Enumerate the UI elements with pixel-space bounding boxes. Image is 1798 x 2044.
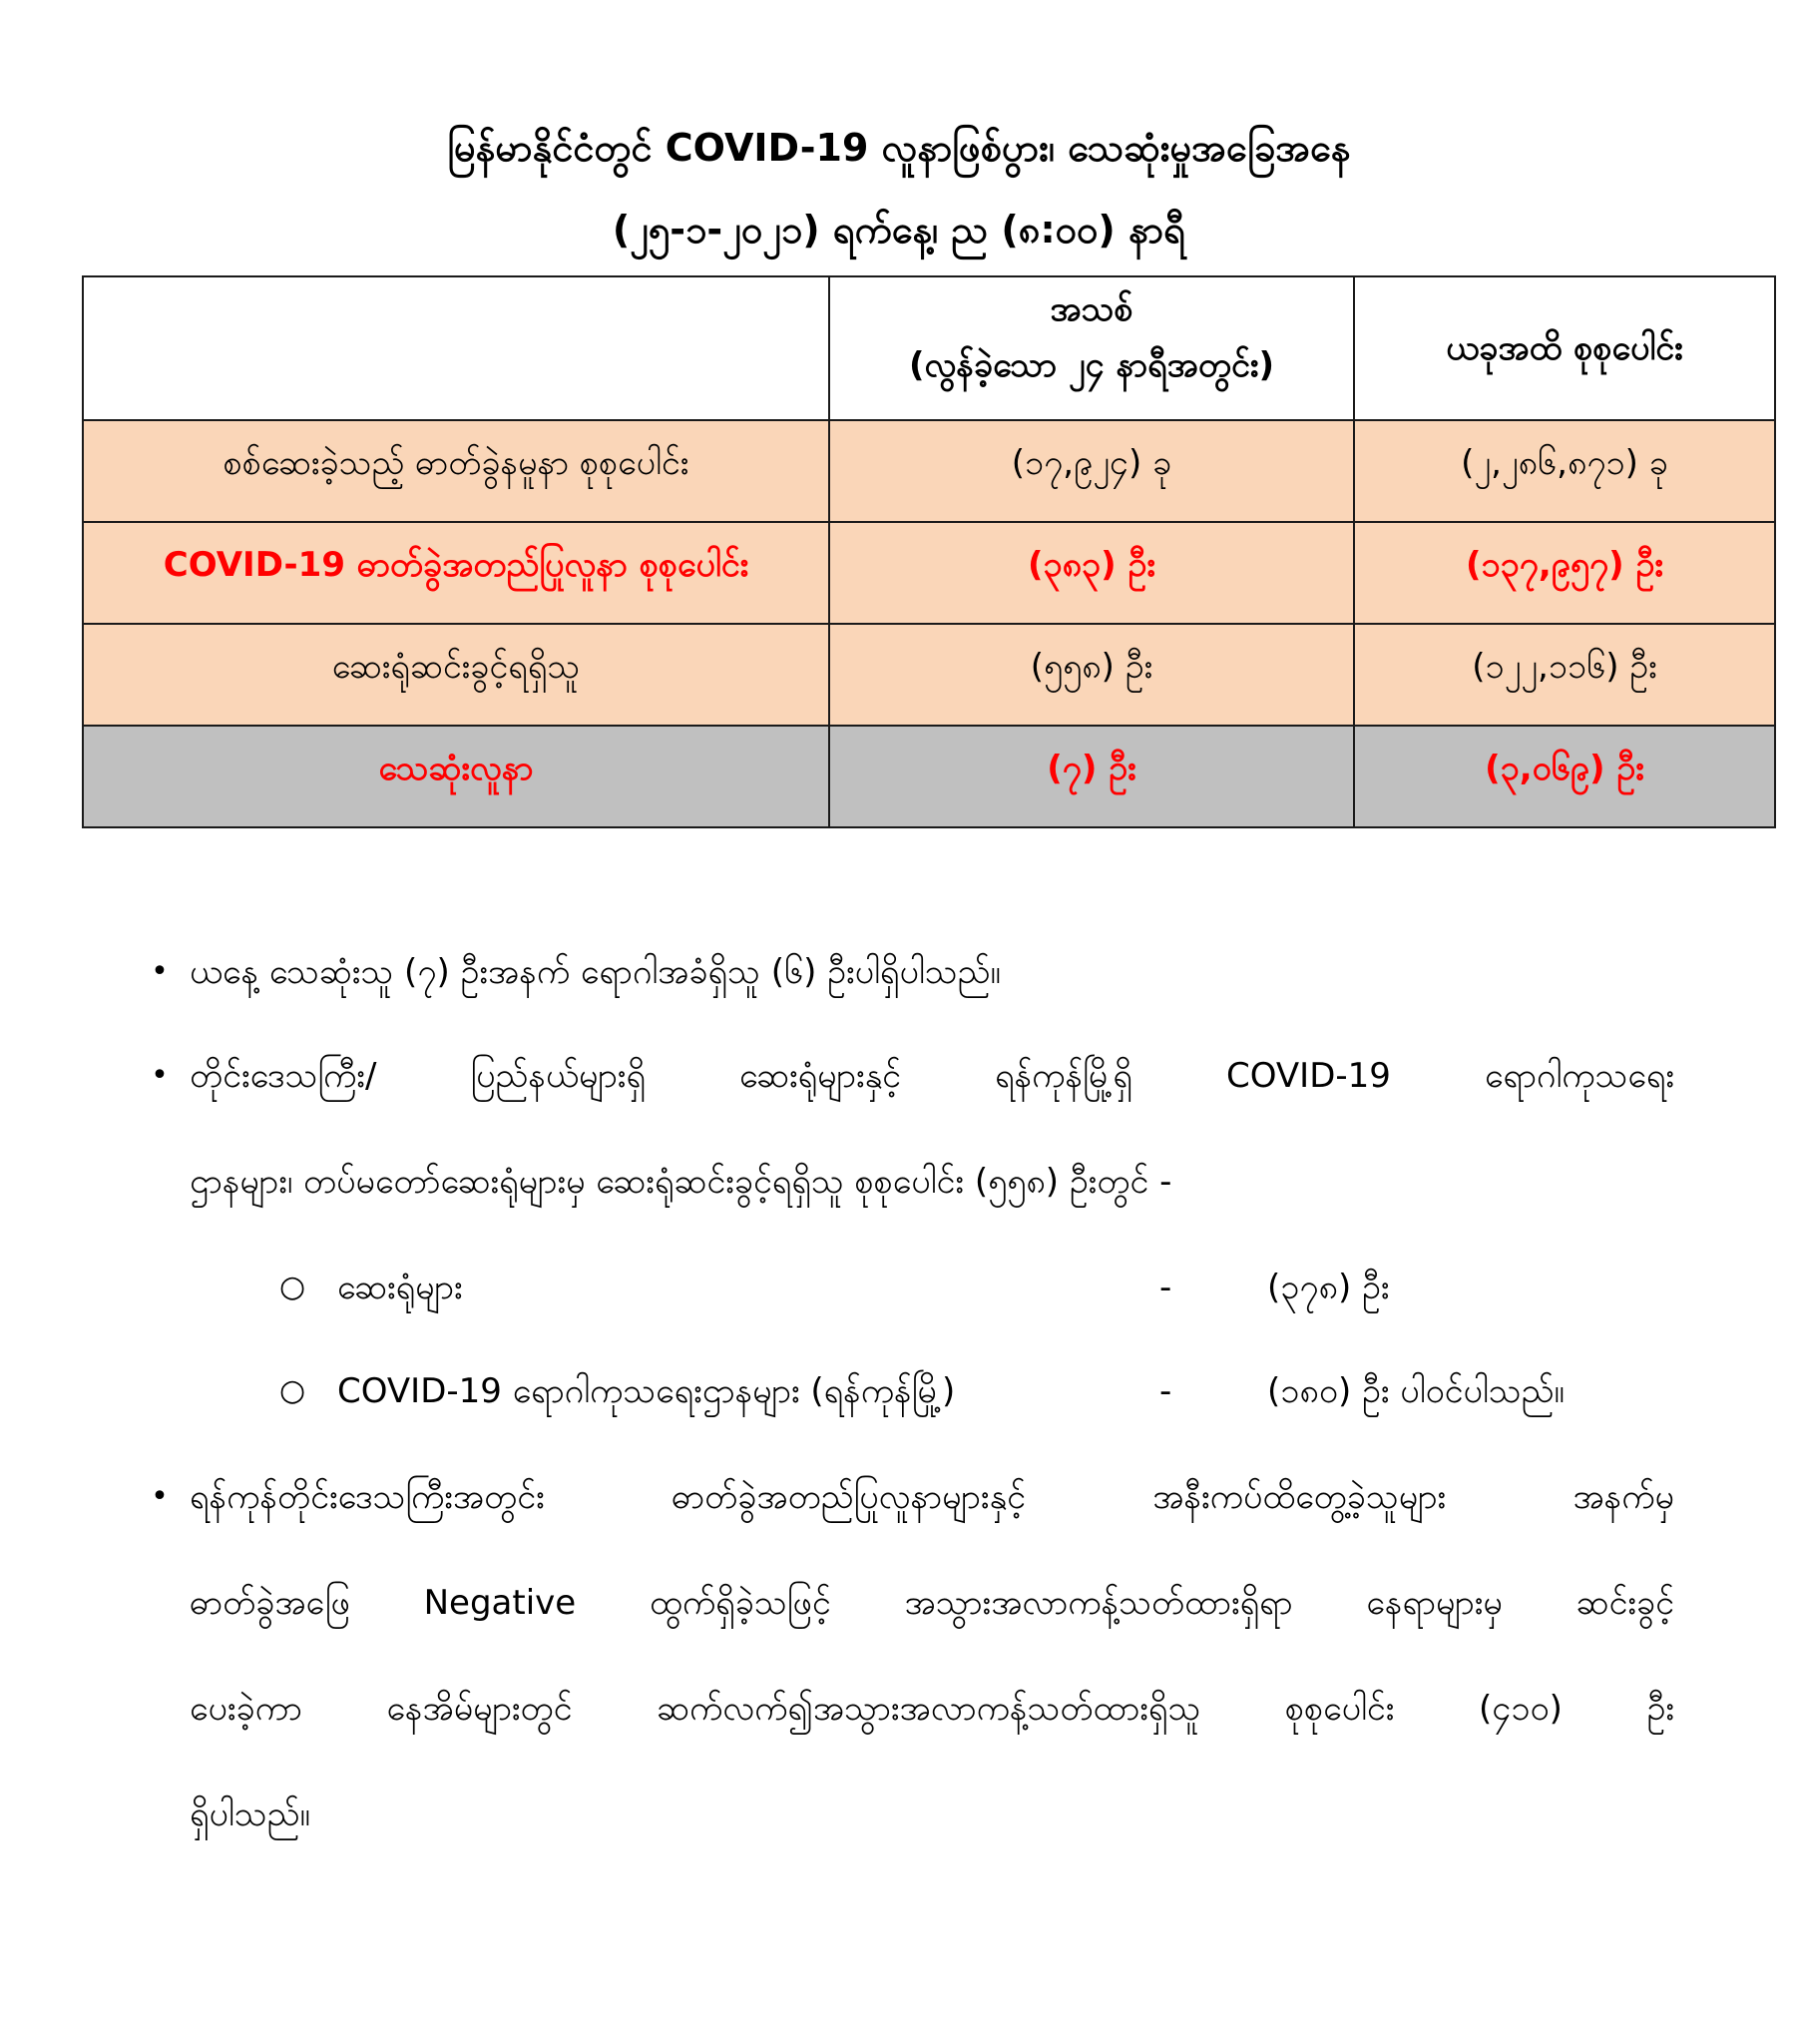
- row-total-value: (၂,၂၈၆,၈၇၁) ခု: [1354, 420, 1775, 522]
- bullet-3-line1: [190, 1443, 1674, 1551]
- sub-item-label: COVID-19 ရောဂါကုသရေးဌာနများ (ရန်ကုန်မြို့): [337, 1371, 956, 1411]
- row-label: စစ်ဆေးခဲ့သည့် ဓာတ်ခွဲနမူနာ စုစုပေါင်း: [83, 420, 829, 522]
- word: အသွားအလာကန့်သတ်ထားရှိရာ: [904, 1583, 1293, 1623]
- word: နေအိမ်များတွင်: [386, 1689, 573, 1729]
- word: ဓာတ်ခွဲအတည်ပြုလူနာများနှင့်: [672, 1477, 1026, 1517]
- row-new-value: (၅၅၈) ဦး: [829, 624, 1354, 726]
- word: ဆက်လက်၍အသွားအလာကန့်သတ်ထားရှိသူ: [657, 1689, 1201, 1729]
- row-label: သေဆုံးလူနာ: [83, 726, 829, 827]
- bullet-icon: •: [151, 954, 169, 989]
- row-total-value: (၁၂၂,၁၁၆) ဦး: [1354, 624, 1775, 726]
- row-total-value: (၃,၀၆၉) ဦး: [1354, 726, 1775, 827]
- bullet-3-line2: [190, 1549, 1674, 1657]
- row-new-value: (၇) ဦး: [829, 726, 1354, 827]
- sub-item-dash: -: [1159, 1371, 1172, 1411]
- word: ပြည်နယ်များရှိ: [470, 1056, 646, 1096]
- covid-stats-table: [82, 275, 1776, 828]
- bullet-3-line3: [190, 1655, 1674, 1763]
- header-new: [829, 276, 1354, 420]
- word: ဆေးရုံများနှင့်: [739, 1056, 902, 1096]
- bullet-3-line4: ရှိပါသည်။: [190, 1794, 310, 1834]
- bullet-2-line1: [190, 1022, 1674, 1130]
- header-new-line2: (လွန်ခဲ့သော ၂၄ နာရီအတွင်း): [908, 345, 1275, 385]
- header-new-line1: အသစ်: [1050, 289, 1133, 329]
- word: စုစုပေါင်း: [1284, 1689, 1395, 1729]
- table-row: [83, 726, 1775, 827]
- word: အနီးကပ်ထိတွေ့ခဲ့သူများ: [1152, 1477, 1447, 1517]
- row-new-value: (၃၈၃) ဦး: [829, 522, 1354, 624]
- word: Negative: [423, 1583, 577, 1623]
- word: ထွက်ရှိခဲ့သဖြင့်: [650, 1583, 831, 1623]
- sub-item-value: (၁၈၀) ဦး ပါဝင်ပါသည်။: [1267, 1371, 1565, 1411]
- word: (၄၁၀): [1479, 1689, 1563, 1729]
- circle-bullet-icon: ○: [279, 1373, 306, 1408]
- table-corner-cell: [83, 276, 829, 420]
- page-title: မြန်မာနိုင်ငံတွင် COVID-19 လူနာဖြစ်ပွား၊ သေဆုံးမှုအခြေအနေ: [447, 126, 1351, 170]
- word: အနက်မှ: [1573, 1477, 1674, 1517]
- sub-item-label: ဆေးရုံများ: [337, 1268, 463, 1307]
- word: ရန်ကုန်မြို့ရှိ: [995, 1056, 1132, 1096]
- word: ဓာတ်ခွဲအဖြေ: [190, 1583, 350, 1623]
- header-total: ယခုအထိ စုစုပေါင်း: [1354, 276, 1775, 420]
- row-label: COVID-19 ဓာတ်ခွဲအတည်ပြုလူနာ စုစုပေါင်း: [83, 522, 829, 624]
- bullet-1-text: ယနေ့ သေဆုံးသူ (၇) ဦးအနက် ရောဂါအခံရှိသူ (၆) ဦးပါရှိပါသည်။: [190, 952, 1001, 992]
- word: ရန်ကုန်တိုင်းဒေသကြီးအတွင်း: [190, 1477, 545, 1517]
- row-label: ဆေးရုံဆင်းခွင့်ရရှိသူ: [83, 624, 829, 726]
- word: ရောဂါကုသရေး: [1484, 1056, 1674, 1096]
- word: ဆင်းခွင့်: [1575, 1583, 1674, 1623]
- bullet-icon: •: [151, 1479, 169, 1514]
- page-subtitle-date: (၂၅-၁-၂၀၂၁) ရက်နေ့၊ ည (၈:၀၀) နာရီ: [612, 208, 1186, 252]
- bullet-icon: •: [151, 1058, 169, 1093]
- sub-item-value: (၃၇၈) ဦး: [1267, 1268, 1390, 1307]
- row-total-value: (၁၃၇,၉၅၇) ဦး: [1354, 522, 1775, 624]
- word: ပေးခဲ့ကာ: [190, 1689, 302, 1729]
- bullet-2-line2: ဌာနများ၊ တပ်မတော်ဆေးရုံများမှ ဆေးရုံဆင်းခွင့်ရရှိသူ စုစုပေါင်း (၅၅၈) ဦးတွင် -: [190, 1162, 1172, 1202]
- table-row: [83, 522, 1775, 624]
- word: တိုင်းဒေသကြီး/: [190, 1056, 377, 1096]
- circle-bullet-icon: ○: [279, 1270, 306, 1304]
- word: နေရာများမှ: [1366, 1583, 1503, 1623]
- table-header-row: [83, 276, 1775, 420]
- word: COVID-19: [1226, 1056, 1391, 1096]
- row-new-value: (၁၇,၉၂၄) ခု: [829, 420, 1354, 522]
- sub-item-dash: -: [1159, 1268, 1172, 1307]
- word: ဦး: [1646, 1689, 1674, 1729]
- table-row: [83, 420, 1775, 522]
- table-row: [83, 624, 1775, 726]
